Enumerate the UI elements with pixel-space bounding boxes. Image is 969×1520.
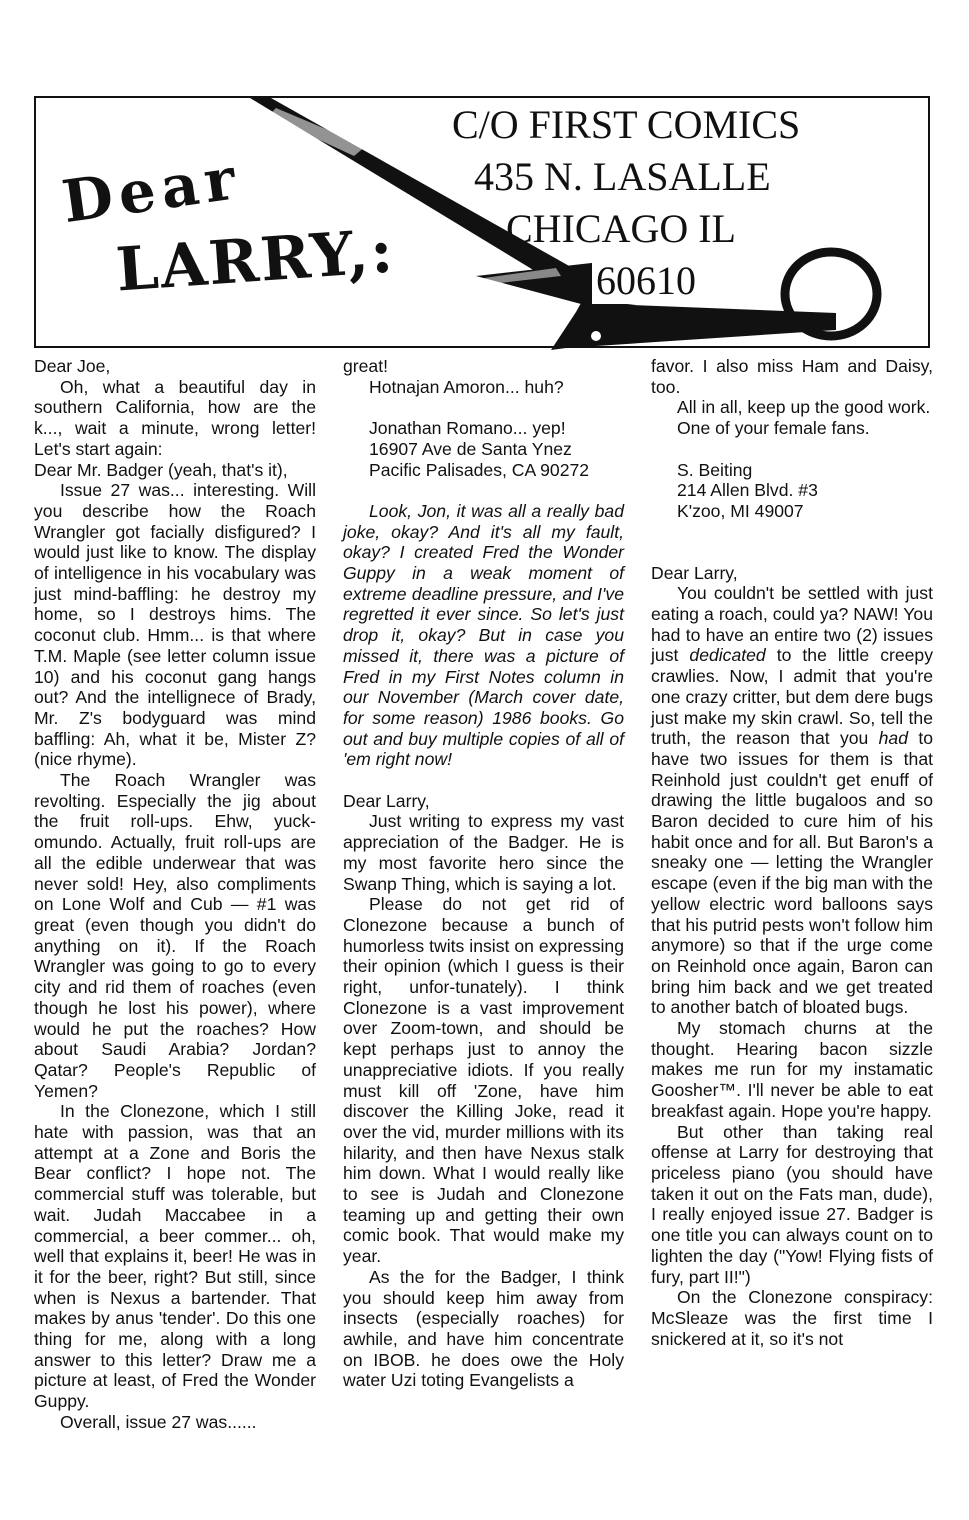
paragraph: One of your female fans. (677, 418, 870, 439)
signature-name: Jonathan Romano... yep! (369, 418, 566, 439)
salutation: Dear Larry, (651, 562, 738, 583)
paragraph: Issue 27 was... interesting. Will you describe how the Roach Wrangler got facially disfigured? I would just like to know. The display of intelligence in his vocabulary was just mind-baffling: he destroy my home, so I destroys hims. The coconut club. Hmm... is that where T.M. Maple (see letter column issue 10) and his coconut gang hangs out? And the intellignece of Brady, Mr. Z's bodyguard was mind baffling: Ah, what it be, Mister Z? (nice rhyme). (34, 480, 316, 770)
paragraph: favor. I also miss Ham and Daisy, too. (651, 356, 933, 397)
signature-address: 16907 Ave de Santa Ynez (369, 438, 572, 459)
salutation: Dear Larry, (343, 790, 430, 811)
letter-column-3 (651, 356, 933, 1349)
paragraph: But other than taking real offense at Larry for destroying that priceless piano (you should have taken it out on the Fats man, dude), I really enjoyed issue 27. Badger is one title you can always count on to lighten the day ("Yow! Flying fists of fury, part II!") (651, 1121, 933, 1287)
paragraph: Hotnajan Amoron... huh? (369, 376, 564, 397)
emphasis: had (878, 728, 908, 749)
paragraph: Overall, issue 27 was...... (60, 1411, 257, 1432)
signature-city: K'zoo, MI 49007 (677, 500, 804, 521)
emphasis: dedicated (689, 645, 766, 666)
paragraph: As the for the Badger, I think you should keep him away from insects (especially roaches) for awhile, and have him concentrate on IBOB. he does owe the Holy water Uzi toting Evangelists a (343, 1266, 624, 1391)
paragraph: In the Clonezone, which I still hate with passion, was that an attempt at a Zone and Boris the Bear conflict? I hope not. The commercial stuff was tolerable, but wait. Judah Maccabee in a commercial, a beer commer... oh, well that explains it, beer! He was in it for the beer, right? But still, since when is Nexus a bartender. That makes by anus 'tender'. Do this one thing for me, along with a long answer to this letter? Draw me a picture at least, of Fred the Wonder Guppy. (34, 1101, 316, 1412)
address-line-3: CHICAGO IL (506, 206, 736, 251)
paragraph: You couldn't be settled with just eating a roach, could ya? NAW! You had to have an entire two (2) issues just dedicated to the little creepy crawlies. Now, I admit that you're one crazy critter, but dem dere bugs just make my skin crawl. So, tell the truth, the reason that you had to have two issues for them is that Reinhold just couldn't get enuff of drawing the little bugaloos and so Baron decided to cure him of his habit once and for all. But Baron's a sneaky one — letting the Wrangler escape (even if the big man with the yellow electric word balloons says that his putrid pests won't follow him anymore) so that if the urge come on Reinhold once again, Baron can bring him back and we get treated to another batch of bloated bugs. (651, 583, 934, 1018)
salutation: Dear Joe, (34, 356, 111, 376)
paragraph: My stomach churns at the thought. Hearing bacon sizzle makes me run for my instamatic Goosher™. I'll never be able to eat breakfast again. Hope you're happy. (651, 1018, 933, 1121)
paragraph: On the Clonezone conspiracy: McSleaze was the first time I snickered at it, so it's not (651, 1287, 933, 1349)
larry-heading: LARRY,: (113, 216, 397, 306)
paragraph: All in all, keep up the good work. (677, 397, 931, 418)
paragraph: great! (343, 356, 388, 376)
paragraph: Just writing to express my vast appreciation of the Badger. He is my most favorite hero since the Swanp Thing, which is saying a lot. (343, 811, 624, 894)
signature-city: Pacific Palisades, CA 90272 (369, 459, 590, 480)
salutation: Dear Mr. Badger (yeah, that's it), (34, 459, 288, 480)
letters-header (34, 96, 930, 348)
signature-address: 214 Allen Blvd. #3 (677, 480, 818, 501)
address-line-2: 435 N. LASALLE (474, 154, 771, 199)
paragraph: Please do not get rid of Clonezone because a bunch of humorless twits insist on expressing their opinion (which I guess is their right, unfor-tunately). I think Clonezone is a vast improvement over Zoom-town, and should be kept perhaps just to annoy the unappreciative idiots. If you really must kill off 'Zone, have him discover the Killing Joke, read it over the vid, murder millions with its hilarity, and then have Nexus stalk him down. What I would really like to see is Judah and Clonezone teaming up and getting their own comic book. That would make my year. (343, 894, 624, 1267)
letter-column-2 (343, 356, 624, 1391)
paragraph: The Roach Wrangler was revolting. Especially the jig about the fruit roll-ups. Ehw, yuck-omundo. Actually, fruit roll-ups are all the edible underwear that was never sold! Hey, also compliments on Lone Wolf and Cub — #1 was great (even though you didn't do anything on it). If the Roach Wrangler was going to go to every city and rid them of roaches (even though he lost his power), where would he put the roaches? How about Saudi Arabia? Jordan? Qatar? People's Republic of Yemen? (34, 770, 316, 1101)
editor-reply: Look, Jon, it was all a really bad joke, okay? And it's all my fault, okay? I created Fred the Wonder Guppy in a weak moment of extreme deadline pressure, and I've regretted it ever since. So let's just drop it, okay? But in case you missed it, there was a picture of Fred in my First Notes column in our November (March cover date, for some reason) 1986 books. Go out and buy multiple copies of all of 'em right now! (343, 500, 624, 770)
address-line-4: 60610 (592, 258, 700, 304)
signature-name: S. Beiting (677, 459, 753, 480)
dear-heading: Dear (58, 143, 246, 237)
letter-column-1 (34, 356, 316, 1433)
address-line-1: C/O FIRST COMICS (452, 102, 801, 147)
paragraph: Oh, what a beautiful day in southern California, how are the k..., wait a minute, wrong letter! Let's start again: (34, 376, 316, 459)
